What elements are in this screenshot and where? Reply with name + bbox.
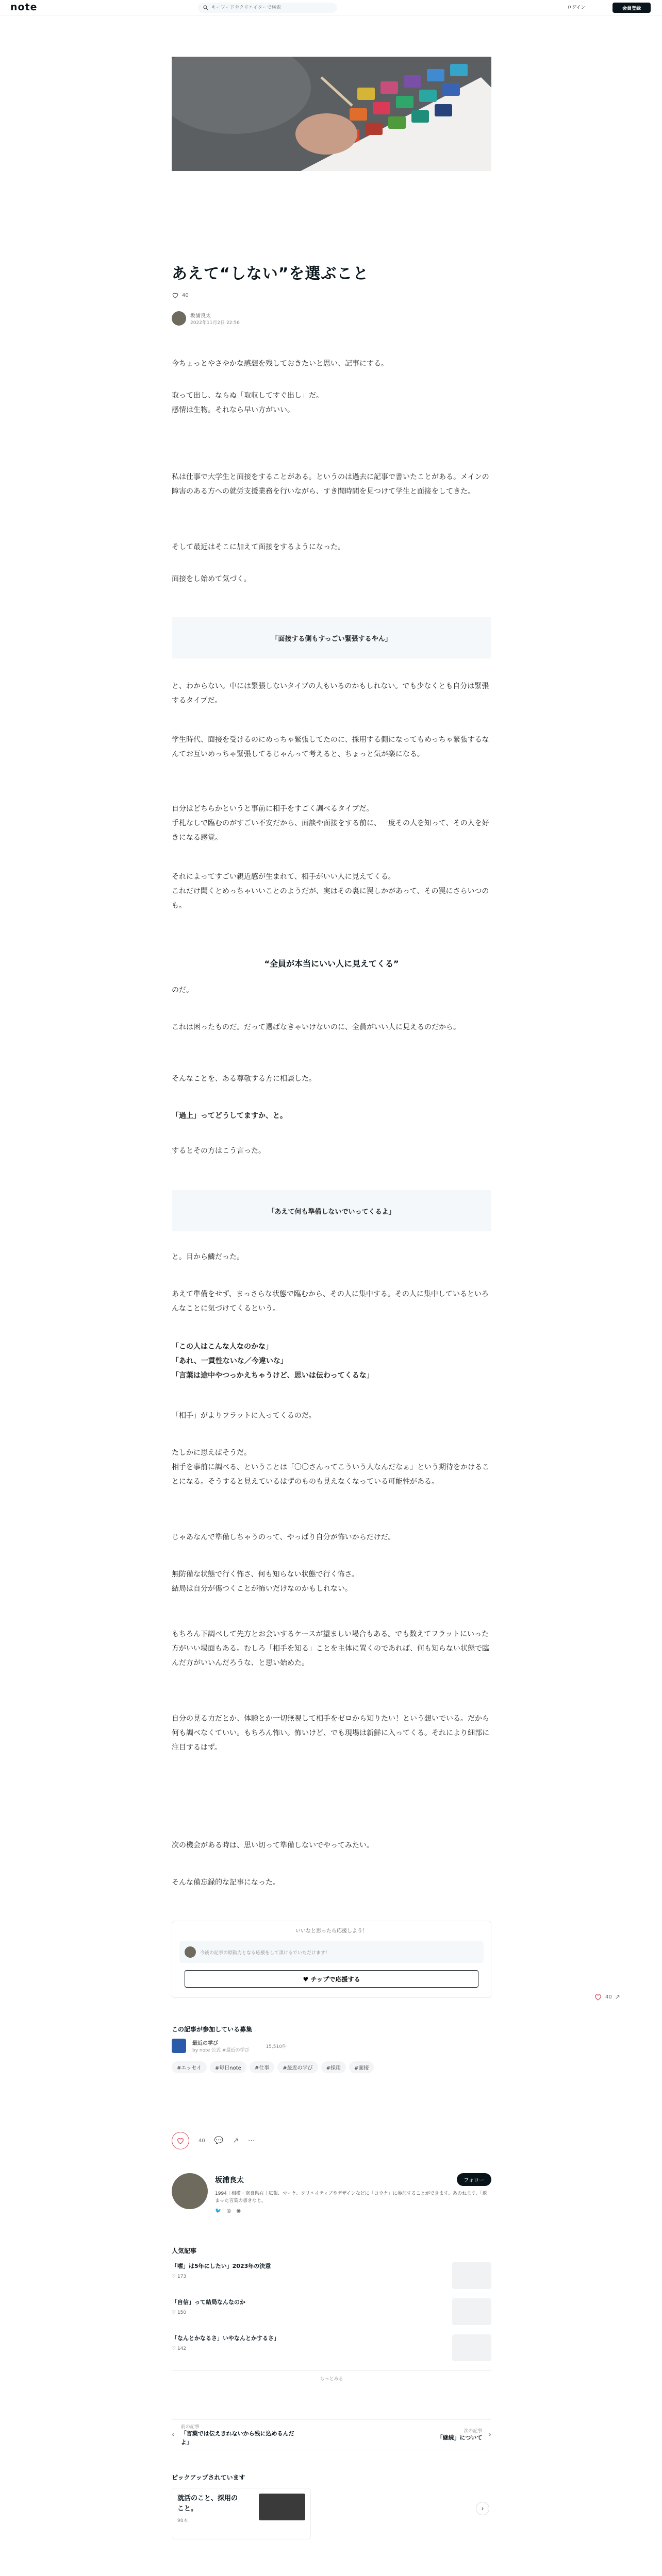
paragraph: もちろん下調べして先方とお会いするケースが望ましい場合もある。でも数えてフラットにいった方がいい場面もある。むしろ「相手を知る」ことを主体に置くのであれば、何も知らない状態で臨んだ方がいいんだろうな、と思い始めた。 bbox=[172, 1630, 489, 1667]
paragraph: それによってすごい親近感が生まれて、相手がいい人に見えてくる。 bbox=[172, 873, 395, 881]
tag[interactable]: #仕事 bbox=[250, 2061, 274, 2073]
paragraph: のだ。 bbox=[172, 986, 193, 994]
tag[interactable]: #採用 bbox=[321, 2061, 346, 2073]
tag[interactable]: #面接 bbox=[349, 2061, 374, 2073]
prev-label: 前の記事 bbox=[180, 2425, 200, 2430]
next-title: 「継続」について bbox=[437, 2434, 483, 2442]
like-count: 142 bbox=[177, 2346, 187, 2351]
magazine-count: 15,510件 bbox=[266, 2044, 287, 2049]
emphasis-line: “全員が本当にいい人に見えてくる” bbox=[264, 959, 399, 969]
paragraph: そして最近はそこに加えて面接をするようになった。 bbox=[172, 543, 345, 551]
tip-button[interactable] bbox=[185, 1970, 478, 1988]
tag[interactable]: #エッセイ bbox=[172, 2061, 207, 2073]
magazine-sub: by note 公式 #最近の学び bbox=[192, 2048, 250, 2053]
follow-button[interactable]: フォロー bbox=[457, 2173, 492, 2186]
paragraph-group bbox=[172, 1250, 491, 1264]
paragraph: 「あれ、一貫性ないな／今違いな」 bbox=[172, 1357, 288, 1365]
profile-card bbox=[172, 2173, 491, 2214]
paragraph: たしかに思えばそうだ。 bbox=[172, 1449, 251, 1457]
heart-icon: ♡ bbox=[172, 2310, 177, 2315]
magazine-card[interactable] bbox=[172, 2039, 491, 2053]
paragraph-group bbox=[172, 1109, 491, 1123]
paragraph-group bbox=[172, 870, 491, 913]
author-row bbox=[172, 311, 240, 326]
tag[interactable]: #最近の学び bbox=[277, 2061, 318, 2073]
paragraph: 次の機会がある時は、思い切って準備しないでやってみたい。 bbox=[172, 1841, 374, 1850]
paragraph: これだけ聞くとめっちゃいいことのようだが、実はその裏に罠しかがあって、その罠にさらいつのも。 bbox=[172, 887, 489, 910]
chevron-right-icon: › bbox=[488, 2431, 491, 2439]
paragraph-group bbox=[172, 1446, 491, 1489]
thumbnail bbox=[452, 2334, 491, 2361]
paragraph: 相手を事前に調べる、ということは「〇〇さんってこういう人なんだなぁ」という期待をかけることになる。そうすると見えているはずのものも見えなくなっている可能性がある。 bbox=[172, 1463, 489, 1486]
side-like[interactable] bbox=[594, 1993, 620, 2001]
paragraph: 自分はどちらかというと事前に相手をすごく調べるタイプだ。 bbox=[172, 805, 374, 813]
search-icon bbox=[203, 5, 208, 10]
thumbnail bbox=[452, 2262, 491, 2289]
signup-button[interactable]: 会員登録 bbox=[613, 3, 651, 13]
pickup-card-title: 就活のこと、採用のこと。 bbox=[177, 2495, 238, 2513]
paragraph-group bbox=[172, 733, 491, 761]
heart-icon bbox=[172, 292, 179, 299]
pickup-thumbnail bbox=[259, 2494, 305, 2520]
next-article-link[interactable] bbox=[437, 2427, 491, 2443]
chevron-right-icon: › bbox=[481, 2505, 484, 2512]
site-header bbox=[0, 0, 662, 15]
paragraph-group bbox=[172, 679, 491, 708]
paragraph-group bbox=[172, 1838, 491, 1853]
paragraph: 「過上」ってどうしてますか、と。 bbox=[172, 1112, 287, 1120]
paragraph-group bbox=[172, 1144, 491, 1158]
like-count: 40 bbox=[182, 292, 189, 298]
paragraph-group bbox=[172, 1530, 491, 1545]
top-like[interactable] bbox=[172, 292, 189, 299]
paragraph: 「相手」がよりフラットに入ってくるのだ。 bbox=[172, 1412, 316, 1420]
search-input[interactable] bbox=[211, 5, 325, 10]
paragraph: 学生時代、面接を受けるのにめっちゃ緊張してたのに、採用する側になってもめっちゃ緊張するなんてお互いめっちゃ緊張してるじゃんって考えると、ちょっと気が楽になる。 bbox=[172, 736, 489, 758]
magazine-name: 最近の学び bbox=[192, 2041, 218, 2046]
paragraph-group bbox=[172, 1287, 491, 1316]
carousel-next-button[interactable] bbox=[476, 2502, 489, 2515]
paragraph: 今ちょっとやさやかな感想を残しておきたいと思い、記事にする。 bbox=[172, 360, 388, 368]
login-button[interactable]: ログイン bbox=[562, 3, 591, 13]
paragraph-group bbox=[172, 1711, 491, 1755]
avatar[interactable] bbox=[172, 2173, 208, 2209]
avatar bbox=[185, 1946, 196, 1958]
tag-list bbox=[172, 2061, 491, 2073]
paragraph: 無防備な状態で行く怖さ、何も知らない状態で行く怖さ。 bbox=[172, 1570, 359, 1579]
pickup-heading: ピックアップされています bbox=[172, 2474, 245, 2481]
list-item[interactable] bbox=[172, 2262, 491, 2289]
search-box[interactable] bbox=[198, 3, 337, 13]
list-item-title: 「自信」って結局なんなのか bbox=[172, 2299, 245, 2306]
paragraph-group bbox=[172, 1340, 491, 1383]
paragraph-group bbox=[172, 1409, 491, 1423]
prev-title: 「言葉では伝えきれないから残に込めるんだよ」 bbox=[180, 2430, 294, 2446]
paragraph: 感情は生物。それなら早い方がいい。 bbox=[172, 406, 294, 414]
paragraph-group bbox=[172, 802, 491, 845]
support-message: 今後の記事の原動力となる応援をして頂けるでいただけます！ bbox=[200, 1950, 330, 1956]
paragraph: と。目から鱗だった。 bbox=[172, 1253, 244, 1261]
paragraph: するとその方はこう言った。 bbox=[172, 1147, 266, 1155]
chevron-left-icon: ‹ bbox=[172, 2431, 175, 2439]
pickup-card-count: 98本 bbox=[177, 2518, 188, 2523]
paragraph: 面接をし始めて気づく。 bbox=[172, 575, 251, 583]
like-button[interactable] bbox=[172, 2132, 189, 2149]
paragraph: 取って出し、ならぬ「取収してすぐ出し」だ。 bbox=[172, 392, 323, 400]
heart-icon bbox=[176, 2137, 185, 2145]
like-count: 173 bbox=[177, 2274, 187, 2279]
profile-bio: 1994｜相模・奈良県在｜広報、マーケ、クリエイティブやデザインなどに「ヨウケ」に参加することができます。あのねます、「返まった言葉の書きなと。 bbox=[215, 2191, 487, 2204]
heart-icon: ♡ bbox=[172, 2274, 177, 2279]
author-name[interactable]: 坂浦良太 bbox=[190, 313, 211, 319]
paragraph-group bbox=[172, 388, 491, 417]
paragraph: と、わからない。中には緊張しないタイプの人もいるのかもしれない。でも少なくとも自分は緊張するタイプだ。 bbox=[172, 682, 489, 705]
like-count: 40 bbox=[605, 1994, 612, 2000]
paragraph: 結局は自分が傷つくことが怖いだけなのかもしれない。 bbox=[172, 1585, 352, 1593]
share-icon[interactable]: ↗ bbox=[615, 1993, 620, 2001]
pickup-section bbox=[172, 2473, 491, 2539]
article-nav bbox=[172, 2419, 491, 2450]
article-title: あえて“しない”を選ぶこと bbox=[172, 265, 369, 283]
paragraph-group bbox=[172, 540, 491, 554]
support-box bbox=[172, 1921, 491, 1998]
tag[interactable]: #毎日note bbox=[210, 2061, 246, 2073]
rss-icon[interactable]: ◉ bbox=[236, 2208, 241, 2214]
paragraph-group bbox=[172, 1875, 491, 1890]
heart-icon bbox=[594, 1993, 602, 2001]
list-item[interactable] bbox=[172, 2298, 491, 2325]
paragraph: これは困ったものだ。だって選ばなきゃいけないのに、全員がいい人に見えるのだから。 bbox=[172, 1023, 460, 1031]
paragraph-group bbox=[172, 572, 491, 586]
heart-icon: ♡ bbox=[172, 2346, 177, 2351]
paragraph-group bbox=[172, 1020, 491, 1035]
twitter-icon[interactable]: 🐦 bbox=[215, 2208, 222, 2214]
popular-heading: 人気記事 bbox=[172, 2247, 197, 2255]
avatar[interactable] bbox=[172, 311, 186, 326]
popular-section bbox=[172, 2246, 491, 2382]
paragraph-group bbox=[172, 1567, 491, 1596]
share-icon[interactable]: ↗ bbox=[233, 2137, 239, 2145]
pickup-card[interactable] bbox=[172, 2488, 311, 2539]
paragraph: 「言葉は途中やつっかえちゃうけど、思いは伝わってくるな」 bbox=[172, 1371, 374, 1380]
magazine-section bbox=[172, 2025, 491, 2073]
article-body bbox=[172, 357, 491, 371]
magazine-heading: この記事が参加している募集 bbox=[172, 2026, 253, 2033]
paragraph: 私は仕事で大学生と面接をすることがある。というのは過去に記事で書いたことがある。メインの障害のある方への就労支援業務を行いながら、すき間時間を見つけて学生と面接をしてきた。 bbox=[172, 473, 489, 496]
support-heading: いいなと思ったら応援しよう！ bbox=[295, 1928, 368, 1934]
prev-article-link[interactable] bbox=[172, 2423, 294, 2447]
instagram-icon[interactable]: ◎ bbox=[226, 2208, 231, 2214]
quote-block: 「面接する側もすっごい緊張するやん」 bbox=[172, 617, 491, 658]
support-message-row bbox=[179, 1941, 484, 1963]
comment-icon[interactable]: 💬 bbox=[214, 2137, 224, 2145]
profile-name[interactable]: 坂浦良太 bbox=[215, 2176, 244, 2184]
more-link[interactable]: もっとみる bbox=[172, 2370, 491, 2382]
action-bar bbox=[172, 2132, 491, 2149]
like-count: 40 bbox=[198, 2138, 205, 2144]
paragraph: じゃあなんで準備しちゃうのって、やっぱり自分が怖いからだけだ。 bbox=[172, 1533, 395, 1541]
note-logo[interactable]: note bbox=[10, 2, 38, 13]
hero-image bbox=[172, 57, 491, 171]
tip-button-label: チップで応援する bbox=[310, 1975, 360, 1983]
next-label: 次の記事 bbox=[464, 2429, 483, 2434]
paragraph-group bbox=[172, 1072, 491, 1086]
paragraph-group bbox=[172, 983, 491, 997]
paragraph: そんなことを、ある尊敬する方に相談した。 bbox=[172, 1075, 316, 1083]
like-count: 150 bbox=[177, 2310, 187, 2315]
paragraph: 自分の見る力だとか、体験とか一切無視して相手をゼロから知りたい！という想いでいる。だから何も調べなくていい。もちろん怖い。怖いけど、でも現場は新鮮に入ってくる。それにより細部に注目するはず。 bbox=[172, 1715, 489, 1752]
more-icon[interactable]: ⋯ bbox=[247, 2137, 255, 2145]
magazine-thumbnail bbox=[172, 2039, 186, 2053]
list-item[interactable] bbox=[172, 2334, 491, 2361]
quote-block: 「あえて何も準備しないでいってくるよ」 bbox=[172, 1190, 491, 1231]
list-item-title: 「嗜」は5年にしたい」2023年の決意 bbox=[172, 2263, 271, 2269]
list-item-title: 「なんとかなるさ」いやなんとかするさ」 bbox=[172, 2335, 279, 2342]
paragraph-group bbox=[172, 470, 491, 499]
paragraph-group bbox=[172, 1627, 491, 1670]
paragraph: 「この人はこんな人なのかな」 bbox=[172, 1343, 273, 1351]
paragraph: あえて準備をせず、まっさらな状態で臨むから、その人に集中する。その人に集中しているといろんなことに気づけてくるという。 bbox=[172, 1290, 489, 1313]
publish-date: 2022年11月2日 22:56 bbox=[190, 320, 240, 326]
thumbnail bbox=[452, 2298, 491, 2325]
paragraph: 手札なしで臨むのがすごい不安だから、面談や面接をする前に、一度その人を知って、その人を好きになる感覚。 bbox=[172, 819, 489, 842]
paragraph: そんな備忘録的な記事になった。 bbox=[172, 1878, 280, 1887]
tip-icon: ♥ bbox=[303, 1975, 311, 1983]
